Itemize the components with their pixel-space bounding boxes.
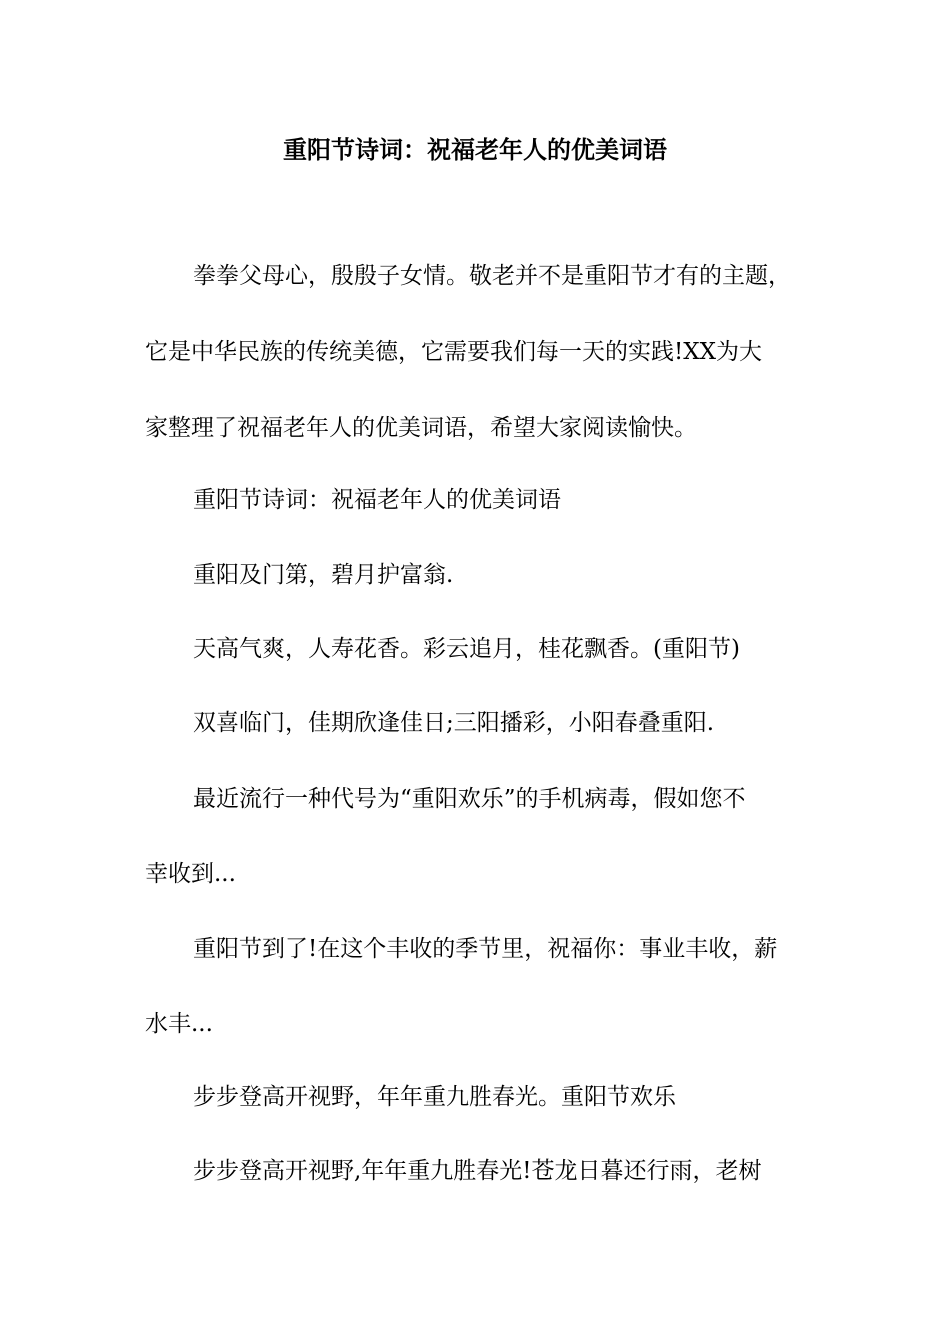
paragraph-line: 步步登高开视野，年年重九胜春光。重阳节欢乐 xyxy=(193,1084,676,1110)
paragraph-line: 水丰... xyxy=(145,1011,213,1037)
paragraph-line: 家整理了祝福老年人的优美词语，希望大家阅读愉快。 xyxy=(145,415,697,441)
paragraph-line: 拳拳父母心，殷殷子女情。敬老并不是重阳节才有的主题， xyxy=(193,263,791,289)
document-title: 重阳节诗词：祝福老年人的优美词语 xyxy=(283,135,667,164)
paragraph-line: 重阳及门第，碧月护富翁. xyxy=(193,562,454,588)
paragraph-line: 双喜临门，佳期欣逢佳日;三阳播彩，小阳春叠重阳. xyxy=(193,710,715,736)
paragraph-line: 它是中华民族的传统美德，它需要我们每一天的实践!XX为大 xyxy=(145,339,762,365)
paragraph-line: 重阳节到了!在这个丰收的季节里，祝福你：事业丰收，薪 xyxy=(193,936,778,962)
paragraph-line: 幸收到... xyxy=(145,861,236,887)
paragraph-line: 最近流行一种代号为“重阳欢乐”的手机病毒，假如您不 xyxy=(193,786,746,812)
paragraph-line: 步步登高开视野,年年重九胜春光!苍龙日暮还行雨，老树 xyxy=(193,1158,762,1184)
paragraph-line: 重阳节诗词：祝福老年人的优美词语 xyxy=(193,487,561,513)
paragraph-line: 天高气爽，人寿花香。彩云追月，桂花飘香。(重阳节) xyxy=(193,636,740,662)
